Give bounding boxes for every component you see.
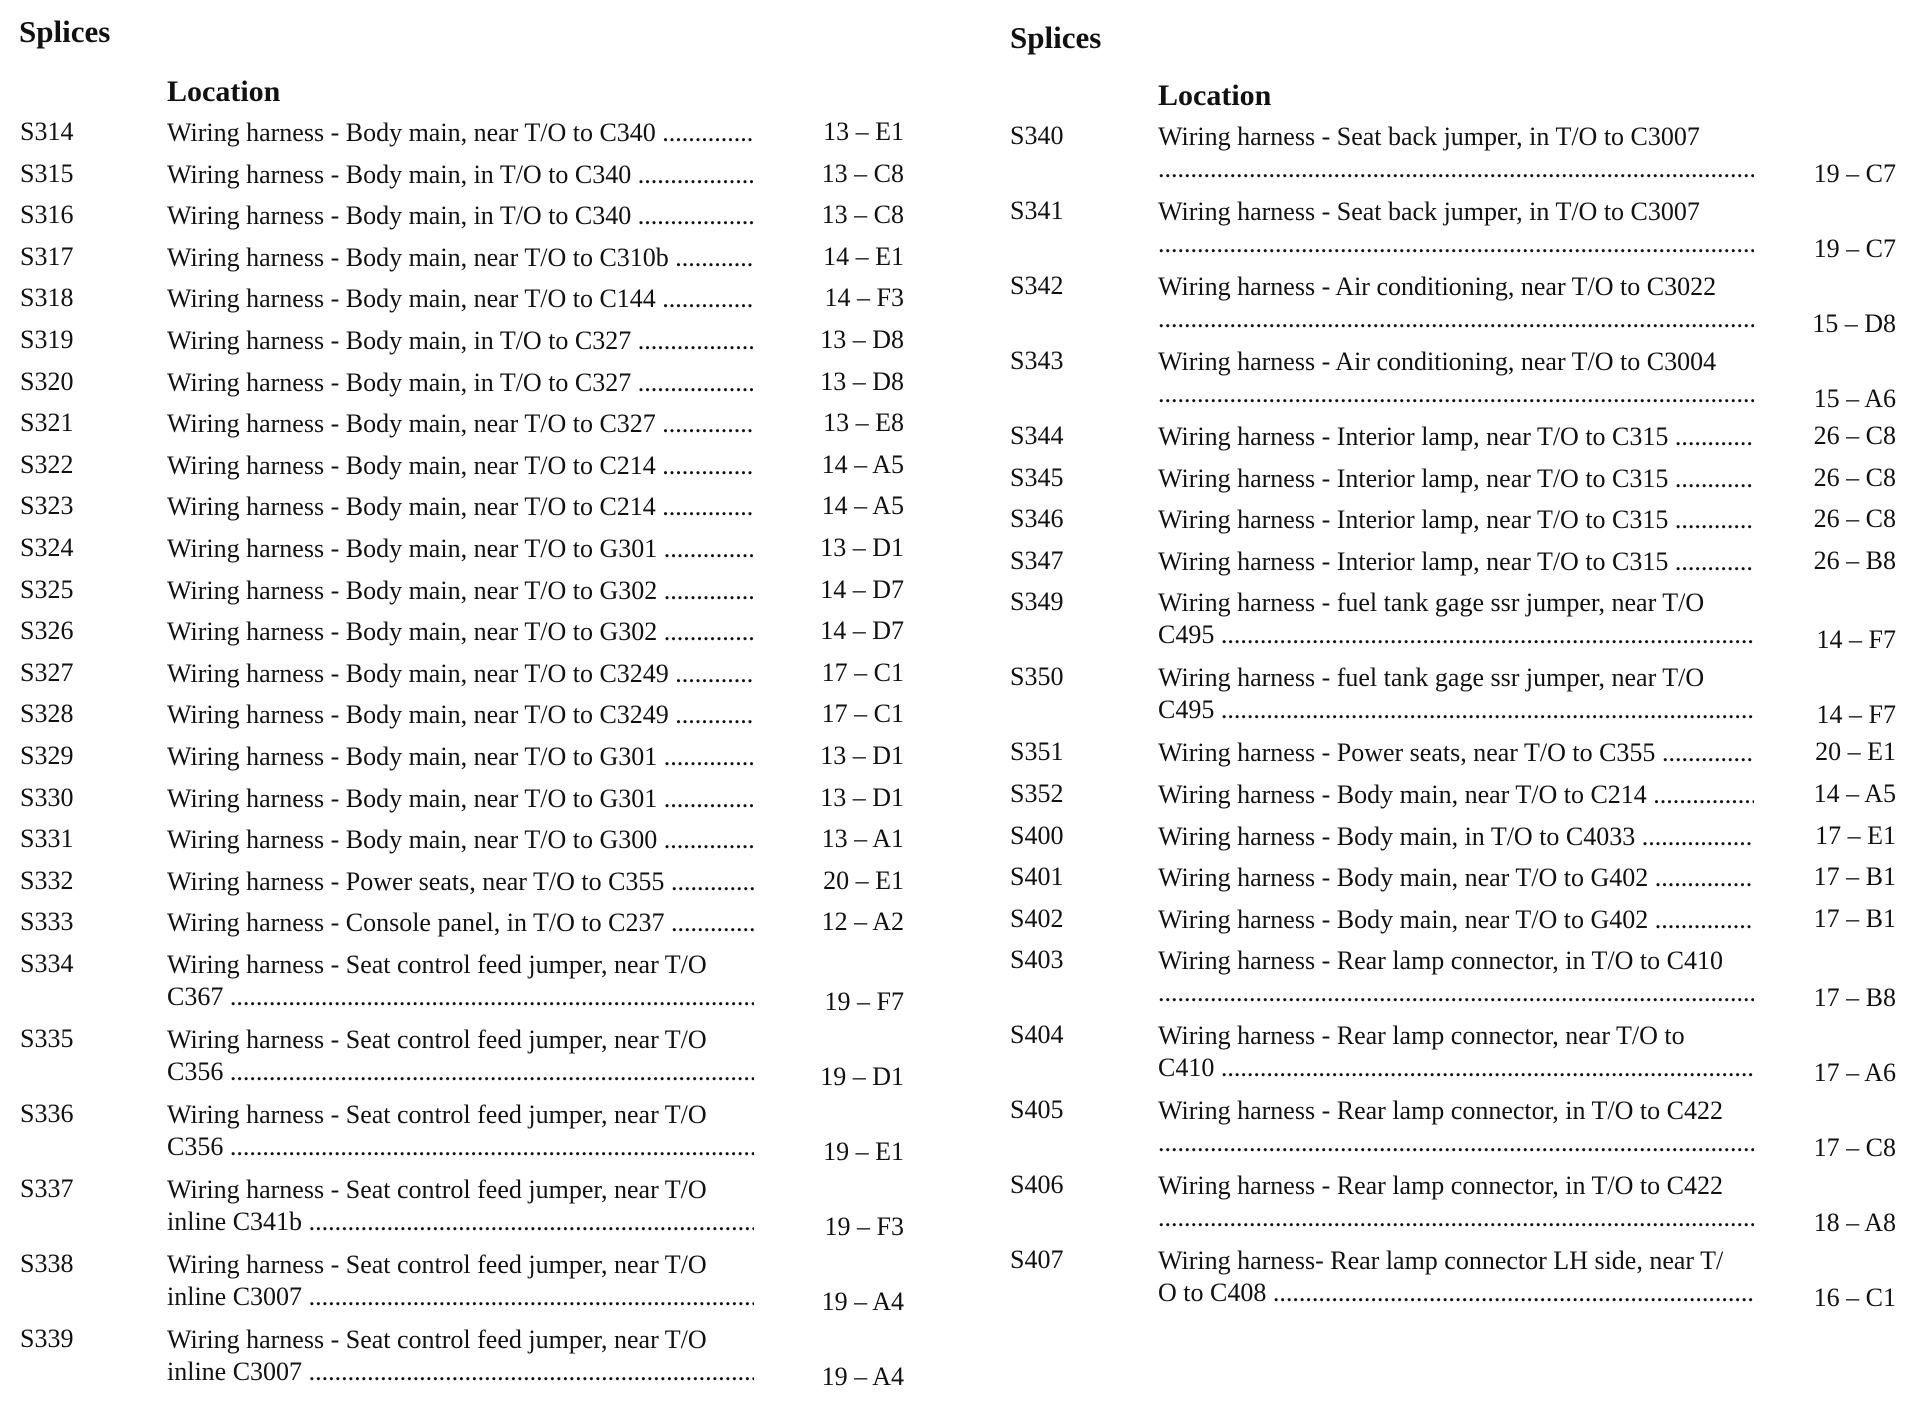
grid-reference: 19 – F3 (824, 1211, 904, 1241)
splice-location (167, 1099, 754, 1163)
grid-reference: 18 – A8 (1813, 1208, 1896, 1238)
location-line: Wiring harness - Air conditioning, near T/O to C3022 (1158, 272, 1717, 301)
splice-id: S327 (20, 657, 74, 687)
splice-location (167, 575, 754, 607)
location-line: Wiring harness - Interior lamp, near T/O to C315 ..... (1158, 504, 1754, 536)
grid-reference: 14 – F3 (824, 283, 904, 313)
splice-location (1158, 463, 1754, 495)
splice-id: S404 (1010, 1020, 1064, 1050)
splice-location (1158, 1170, 1754, 1234)
grid-reference: 14 – F7 (1816, 625, 1896, 655)
location-line: Wiring harness - Body main, near T/O to G302 ..... (167, 616, 754, 648)
location-line: Wiring harness - Interior lamp, near T/O to C315 ..... (1158, 421, 1754, 453)
grid-reference: 19 – A4 (821, 1361, 904, 1391)
location-line: Wiring harness - Body main, near T/O to G301 ..... (167, 533, 754, 565)
splice-row (1010, 587, 1908, 662)
section-heading: Splices (1010, 20, 1102, 55)
location-line: Wiring harness - Interior lamp, near T/O to C315 ..... (1158, 546, 1754, 578)
splice-id: S316 (20, 200, 74, 230)
splice-id: S319 (20, 324, 74, 354)
location-line (1158, 153, 1754, 185)
location-line: inline C3007 ..... (167, 1356, 754, 1388)
splice-location (1158, 546, 1754, 578)
splice-location (1158, 421, 1754, 453)
location-line: Wiring harness - Body main, near T/O to G300 ..... (167, 824, 754, 856)
splice-id: S344 (1010, 421, 1064, 450)
grid-reference: 14 – E1 (823, 241, 904, 271)
location-line: Wiring harness - Body main, in T/O to C327 ..... (167, 367, 754, 399)
splice-location (1158, 196, 1754, 260)
splice-id: S332 (20, 865, 74, 895)
splice-row (0, 699, 940, 741)
splice-row (1010, 662, 1908, 737)
splice-row (1010, 196, 1908, 271)
splice-location (167, 907, 754, 939)
splice-row (1010, 821, 1908, 863)
splice-row (1010, 421, 1908, 463)
splice-row (0, 283, 940, 325)
grid-reference: 13 – C8 (821, 158, 904, 188)
splice-id: S328 (20, 699, 74, 729)
location-line: Wiring harness - Seat control feed jumper, near T/O (167, 1024, 707, 1054)
splice-location (1158, 121, 1754, 185)
splice-row (0, 117, 940, 159)
location-heading: Location (167, 75, 281, 108)
location-line: Wiring harness - Body main, in T/O to C327 ..... (167, 325, 754, 357)
grid-reference: 26 – C8 (1813, 421, 1896, 450)
location-line (1158, 303, 1754, 335)
splice-id: S335 (20, 1023, 74, 1053)
splice-id: S330 (20, 782, 74, 812)
splice-id: S340 (1010, 121, 1064, 150)
splice-location (1158, 1020, 1754, 1084)
splice-location (167, 408, 754, 440)
grid-reference: 19 – D1 (820, 1061, 904, 1091)
grid-reference: 17 – A6 (1813, 1058, 1896, 1088)
splice-id: S325 (20, 574, 74, 604)
splice-id: S323 (20, 491, 74, 521)
splice-id: S345 (1010, 462, 1064, 492)
splice-location (167, 200, 754, 232)
splice-location (167, 616, 754, 648)
location-heading: Location (1158, 79, 1272, 112)
location-line: inline C341b ..... (167, 1206, 754, 1238)
splice-location (167, 1174, 754, 1238)
grid-reference: 16 – C1 (1813, 1283, 1896, 1313)
splice-row (0, 1249, 940, 1324)
grid-reference: 17 – C8 (1813, 1133, 1896, 1163)
splice-id: S331 (20, 824, 74, 854)
grid-reference: 13 – E1 (823, 117, 904, 146)
grid-reference: 17 – C1 (821, 699, 904, 729)
splice-id: S334 (20, 948, 74, 978)
splice-list (1010, 121, 1908, 1320)
splice-id: S320 (20, 366, 74, 396)
grid-reference: 14 – A5 (1813, 778, 1896, 808)
splice-id: S338 (20, 1248, 74, 1278)
splice-location (1158, 662, 1754, 726)
splice-location (167, 1249, 754, 1313)
splice-row (1010, 504, 1908, 546)
grid-reference: 19 – E1 (823, 1136, 904, 1166)
splice-row (0, 1099, 940, 1174)
location-line: Wiring harness - Body main, near T/O to C214 ..... (1158, 779, 1754, 811)
location-line: Wiring harness - Body main, in T/O to C340 ..... (167, 159, 754, 191)
splice-row (1010, 546, 1908, 588)
splice-id: S352 (1010, 778, 1064, 808)
grid-reference: 13 – D1 (820, 740, 904, 770)
splice-location (1158, 1095, 1754, 1159)
grid-reference: 26 – C8 (1813, 504, 1896, 534)
splice-row (1010, 121, 1908, 196)
splice-id: S342 (1010, 271, 1064, 300)
splice-row (0, 783, 940, 825)
location-line: Wiring harness - fuel tank gage ssr jumper, near T/O (1158, 663, 1705, 693)
splice-location (1158, 779, 1754, 811)
location-line: Wiring harness - Body main, near T/O to C327 ..... (167, 408, 754, 440)
location-line: Wiring harness - Seat control feed jumper, near T/O (167, 949, 707, 979)
splice-id: S407 (1010, 1245, 1064, 1275)
location-line: Wiring harness - Rear lamp connector, in T/O to C422 (1158, 1171, 1723, 1201)
location-line: Wiring harness - Seat back jumper, in T/O to C3007 (1158, 122, 1700, 151)
splice-id: S350 (1010, 662, 1064, 692)
splice-location (167, 1024, 754, 1088)
splice-location (167, 658, 754, 690)
location-line (1158, 228, 1754, 260)
location-line: Wiring harness - Seat control feed jumper, near T/O (167, 1099, 707, 1129)
splice-id: S336 (20, 1098, 74, 1128)
location-line (1158, 1202, 1754, 1234)
splice-location (167, 159, 754, 191)
grid-reference: 12 – A2 (821, 907, 904, 937)
location-line: Wiring harness - Seat back jumper, in T/O to C3007 (1158, 197, 1700, 226)
splice-row (0, 824, 940, 866)
splice-id: S324 (20, 532, 74, 562)
splice-id: S401 (1010, 862, 1064, 892)
location-line: Wiring harness - Seat control feed jumper, near T/O (167, 1249, 707, 1279)
splice-id: S326 (20, 616, 74, 646)
grid-reference: 15 – A6 (1813, 384, 1896, 413)
splice-id: S329 (20, 740, 74, 770)
location-line: Wiring harness - Body main, in T/O to C4033 ..... (1158, 821, 1754, 853)
splice-location (1158, 821, 1754, 853)
splice-id: S400 (1010, 820, 1064, 850)
splice-row (1010, 1245, 1908, 1320)
splice-id: S343 (1010, 346, 1064, 375)
location-line: Wiring harness - Body main, near T/O to C310b ..... (167, 242, 754, 274)
grid-reference: 13 – D8 (820, 366, 904, 396)
location-line: inline C3007 ..... (167, 1281, 754, 1313)
splice-id: S406 (1010, 1170, 1064, 1200)
splice-row (1010, 463, 1908, 505)
splice-location (167, 783, 754, 815)
location-line: Wiring harness - Rear lamp connector, in T/O to C410 (1158, 946, 1723, 976)
location-line: Wiring harness - Body main, in T/O to C340 ..... (167, 200, 754, 232)
location-line: C410 ..... (1158, 1052, 1754, 1084)
location-line: Wiring harness - Body main, near T/O to C214 ..... (167, 491, 754, 523)
grid-reference: 13 – C8 (821, 200, 904, 230)
grid-reference: 26 – B8 (1813, 545, 1896, 575)
splice-id: S318 (20, 283, 74, 313)
grid-reference: 14 – F7 (1816, 700, 1896, 730)
splice-row (1010, 271, 1908, 346)
location-line: Wiring harness - Seat control feed jumper, near T/O (167, 1174, 707, 1204)
splice-row (1010, 346, 1908, 421)
splice-location (1158, 271, 1754, 335)
grid-reference: 17 – C1 (821, 657, 904, 687)
splice-id: S337 (20, 1173, 74, 1203)
splice-row (0, 533, 940, 575)
splice-id: S333 (20, 907, 74, 937)
splice-row (0, 907, 940, 949)
location-line: Wiring harness - Air conditioning, near T/O to C3004 (1158, 347, 1717, 376)
location-line: C495 ..... (1158, 694, 1754, 726)
splice-location (167, 824, 754, 856)
splice-location (1158, 504, 1754, 536)
splice-id: S346 (1010, 504, 1064, 534)
grid-reference: 15 – D8 (1812, 309, 1896, 338)
splice-row (1010, 1020, 1908, 1095)
location-line: Wiring harness - Console panel, in T/O to C237 ..... (167, 907, 754, 939)
splice-id: S351 (1010, 737, 1064, 767)
splice-location (167, 1324, 754, 1388)
location-line: Wiring harness - Rear lamp connector, in T/O to C422 (1158, 1096, 1723, 1126)
grid-reference: 17 – B1 (1813, 903, 1896, 933)
grid-reference: 13 – D1 (820, 532, 904, 562)
splice-row (0, 367, 940, 409)
section-heading: Splices (19, 14, 111, 49)
location-line: Wiring harness- Rear lamp connector LH side, near T/ (1158, 1246, 1724, 1276)
splice-row (0, 1174, 940, 1249)
location-line: C495 ..... (1158, 619, 1754, 651)
grid-reference: 13 – D1 (820, 782, 904, 812)
location-line: Wiring harness - Body main, near T/O to G301 ..... (167, 741, 754, 773)
splice-id: S317 (20, 241, 74, 271)
location-line (1158, 977, 1754, 1009)
splice-list (0, 117, 940, 1399)
location-line: Wiring harness - Body main, near T/O to G302 ..... (167, 575, 754, 607)
location-line: C356 ..... (167, 1056, 754, 1088)
location-line (1158, 378, 1754, 410)
grid-reference: 19 – C7 (1813, 159, 1896, 188)
splice-row (0, 949, 940, 1024)
splice-location (167, 367, 754, 399)
location-line: Wiring harness - Interior lamp, near T/O to C315 ..... (1158, 463, 1754, 495)
location-line: Wiring harness - Power seats, near T/O to C355 ..... (1158, 737, 1754, 769)
location-line: Wiring harness - Body main, near T/O to C3249 ..... (167, 658, 754, 690)
splice-row (0, 741, 940, 783)
splice-location (167, 741, 754, 773)
splice-row (0, 159, 940, 201)
grid-reference: 14 – A5 (821, 449, 904, 479)
splice-id: S341 (1010, 196, 1064, 225)
grid-reference: 17 – E1 (1815, 820, 1896, 850)
splice-id: S347 (1010, 545, 1064, 575)
splice-row (0, 450, 940, 492)
location-line: Wiring harness - Power seats, near T/O to C355 ..... (167, 866, 754, 898)
splice-id: S314 (20, 117, 74, 146)
splice-row (1010, 1095, 1908, 1170)
splice-location (1158, 862, 1754, 894)
splice-id: S349 (1010, 587, 1064, 617)
grid-reference: 17 – B1 (1813, 862, 1896, 892)
splice-location (167, 450, 754, 482)
splice-id: S321 (20, 408, 74, 438)
location-line (1158, 1127, 1754, 1159)
grid-reference: 19 – C7 (1813, 234, 1896, 263)
splice-location (167, 491, 754, 523)
splice-location (167, 325, 754, 357)
splice-row (0, 616, 940, 658)
splice-row (1010, 779, 1908, 821)
splice-location (167, 533, 754, 565)
splice-row (0, 242, 940, 284)
splice-row (1010, 904, 1908, 946)
splice-row (1010, 945, 1908, 1020)
grid-reference: 14 – D7 (820, 616, 904, 646)
splice-id: S405 (1010, 1095, 1064, 1125)
location-line: Wiring harness - Body main, near T/O to C144 ..... (167, 283, 754, 315)
splice-location (1158, 904, 1754, 936)
grid-reference: 20 – E1 (1815, 737, 1896, 767)
grid-reference: 17 – B8 (1813, 983, 1896, 1013)
splice-row (0, 408, 940, 450)
location-line: O to C408 ..... (1158, 1277, 1754, 1309)
splice-row (1010, 1170, 1908, 1245)
grid-reference: 13 – D8 (820, 324, 904, 354)
splice-row (0, 866, 940, 908)
splice-row (0, 658, 940, 700)
location-line: Wiring harness - Body main, near T/O to C3249 ..... (167, 699, 754, 731)
splice-row (0, 325, 940, 367)
splice-location (167, 117, 754, 149)
splice-row (0, 200, 940, 242)
location-line: Wiring harness - Body main, near T/O to C214 ..... (167, 450, 754, 482)
splice-location (1158, 737, 1754, 769)
splice-location (167, 242, 754, 274)
splice-row (1010, 862, 1908, 904)
location-line: Wiring harness - Body main, near T/O to G402 ..... (1158, 862, 1754, 894)
splice-row (1010, 737, 1908, 779)
location-line: Wiring harness - Seat control feed jumper, near T/O (167, 1324, 707, 1354)
splice-row (0, 1024, 940, 1099)
splice-location (1158, 587, 1754, 651)
splice-id: S339 (20, 1323, 74, 1353)
splice-id: S315 (20, 158, 74, 188)
grid-reference: 19 – A4 (821, 1286, 904, 1316)
grid-reference: 14 – D7 (820, 574, 904, 604)
location-line: Wiring harness - fuel tank gage ssr jumper, near T/O (1158, 588, 1705, 618)
splice-location (1158, 1245, 1754, 1309)
splice-location (1158, 945, 1754, 1009)
splice-location (167, 283, 754, 315)
splice-id: S402 (1010, 903, 1064, 933)
grid-reference: 14 – A5 (821, 491, 904, 521)
location-line: Wiring harness - Rear lamp connector, near T/O to (1158, 1021, 1685, 1051)
location-line: Wiring harness - Body main, near T/O to G402 ..... (1158, 904, 1754, 936)
grid-reference: 26 – C8 (1813, 462, 1896, 492)
location-line: C356 ..... (167, 1131, 754, 1163)
splice-row (0, 491, 940, 533)
splice-id: S403 (1010, 945, 1064, 975)
splice-id: S322 (20, 449, 74, 479)
splice-row (0, 1324, 940, 1399)
location-line: Wiring harness - Body main, near T/O to C340 ..... (167, 117, 754, 149)
grid-reference: 13 – E8 (823, 408, 904, 438)
location-line: Wiring harness - Body main, near T/O to G301 ..... (167, 783, 754, 815)
splice-row (0, 575, 940, 617)
splice-location (167, 866, 754, 898)
splice-location (1158, 346, 1754, 410)
grid-reference: 13 – A1 (821, 824, 904, 854)
splice-location (167, 699, 754, 731)
grid-reference: 19 – F7 (824, 986, 904, 1016)
grid-reference: 20 – E1 (823, 865, 904, 895)
location-line: C367 ..... (167, 981, 754, 1013)
splice-location (167, 949, 754, 1013)
